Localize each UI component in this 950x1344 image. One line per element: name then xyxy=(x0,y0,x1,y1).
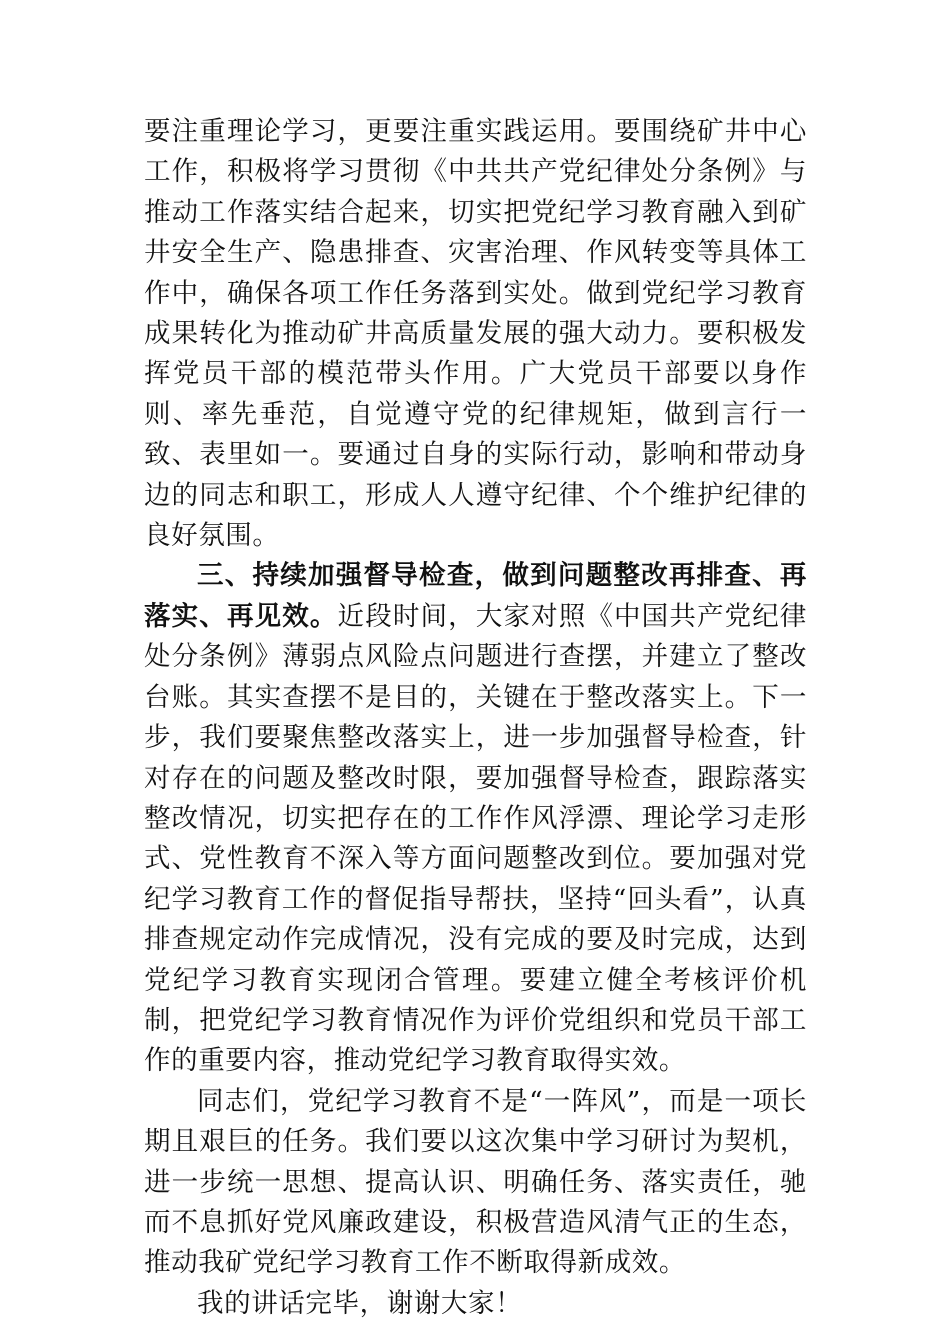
document-page xyxy=(144,112,807,1324)
paragraph-continuation: 要注重理论学习，更要注重实践运用。要围绕矿井中心工作，积极将学习贯彻《中共共产党纪律处分条例》与推动工作落实结合起来，切实把党纪学习教育融入到矿井安全生产、隐患排查、灾害治理、作风转变等具体工作中，确保各项工作任务落到实处。做到党纪学习教育成果转化为推动矿井高质量发展的强大动力。要积极发挥党员干部的模范带头作用。广大党员干部要以身作则、率先垂范，自觉遵守党的纪律规矩，做到言行一致、表里如一。要通过自身的实际行动，影响和带动身边的同志和职工，形成人人遵守纪律、个个维护纪律的良好氛围。 xyxy=(144,116,807,552)
paragraph-section-three xyxy=(144,556,807,1081)
paragraph-thanks: 我的讲话完毕，谢谢大家！ xyxy=(197,1287,523,1319)
section-three-body: 近段时间，大家对照《中国共产党纪律处分条例》薄弱点风险点问题进行查摆，并建立了整改台账。其实查摆不是目的，关键在于整改落实上。下一步，我们要聚焦整改落实上，进一步加强督导检查，针对存在的问题及整改时限，要加强督导检查，跟踪落实整改情况，切实把存在的工作作风浮漂、理论学习走形式、党性教育不深入等方面问题整改到位。要加强对党纪学习教育工作的督促指导帮扶，坚持“回头看”，认真排查规定动作完成情况，没有完成的要及时完成，达到党纪学习教育实现闭合管理。要建立健全考核评价机制，把党纪学习教育情况作为评价党组织和党员干部工作的重要内容，推动党纪学习教育取得实效。 xyxy=(144,600,808,1077)
section-three-heading: 三、持续加强督导检查，做到问题整改再排查、再落实、再见效。 xyxy=(144,560,807,632)
paragraph-closing: 同志们，党纪学习教育不是“一阵风”，而是一项长期且艰巨的任务。我们要以这次集中学习研讨为契机，进一步统一思想、提高认识、明确任务、落实责任，驰而不息抓好党风廉政建设，积极营造风清气正的生态，推动我矿党纪学习教育工作不断取得新成效。 xyxy=(144,1085,807,1279)
